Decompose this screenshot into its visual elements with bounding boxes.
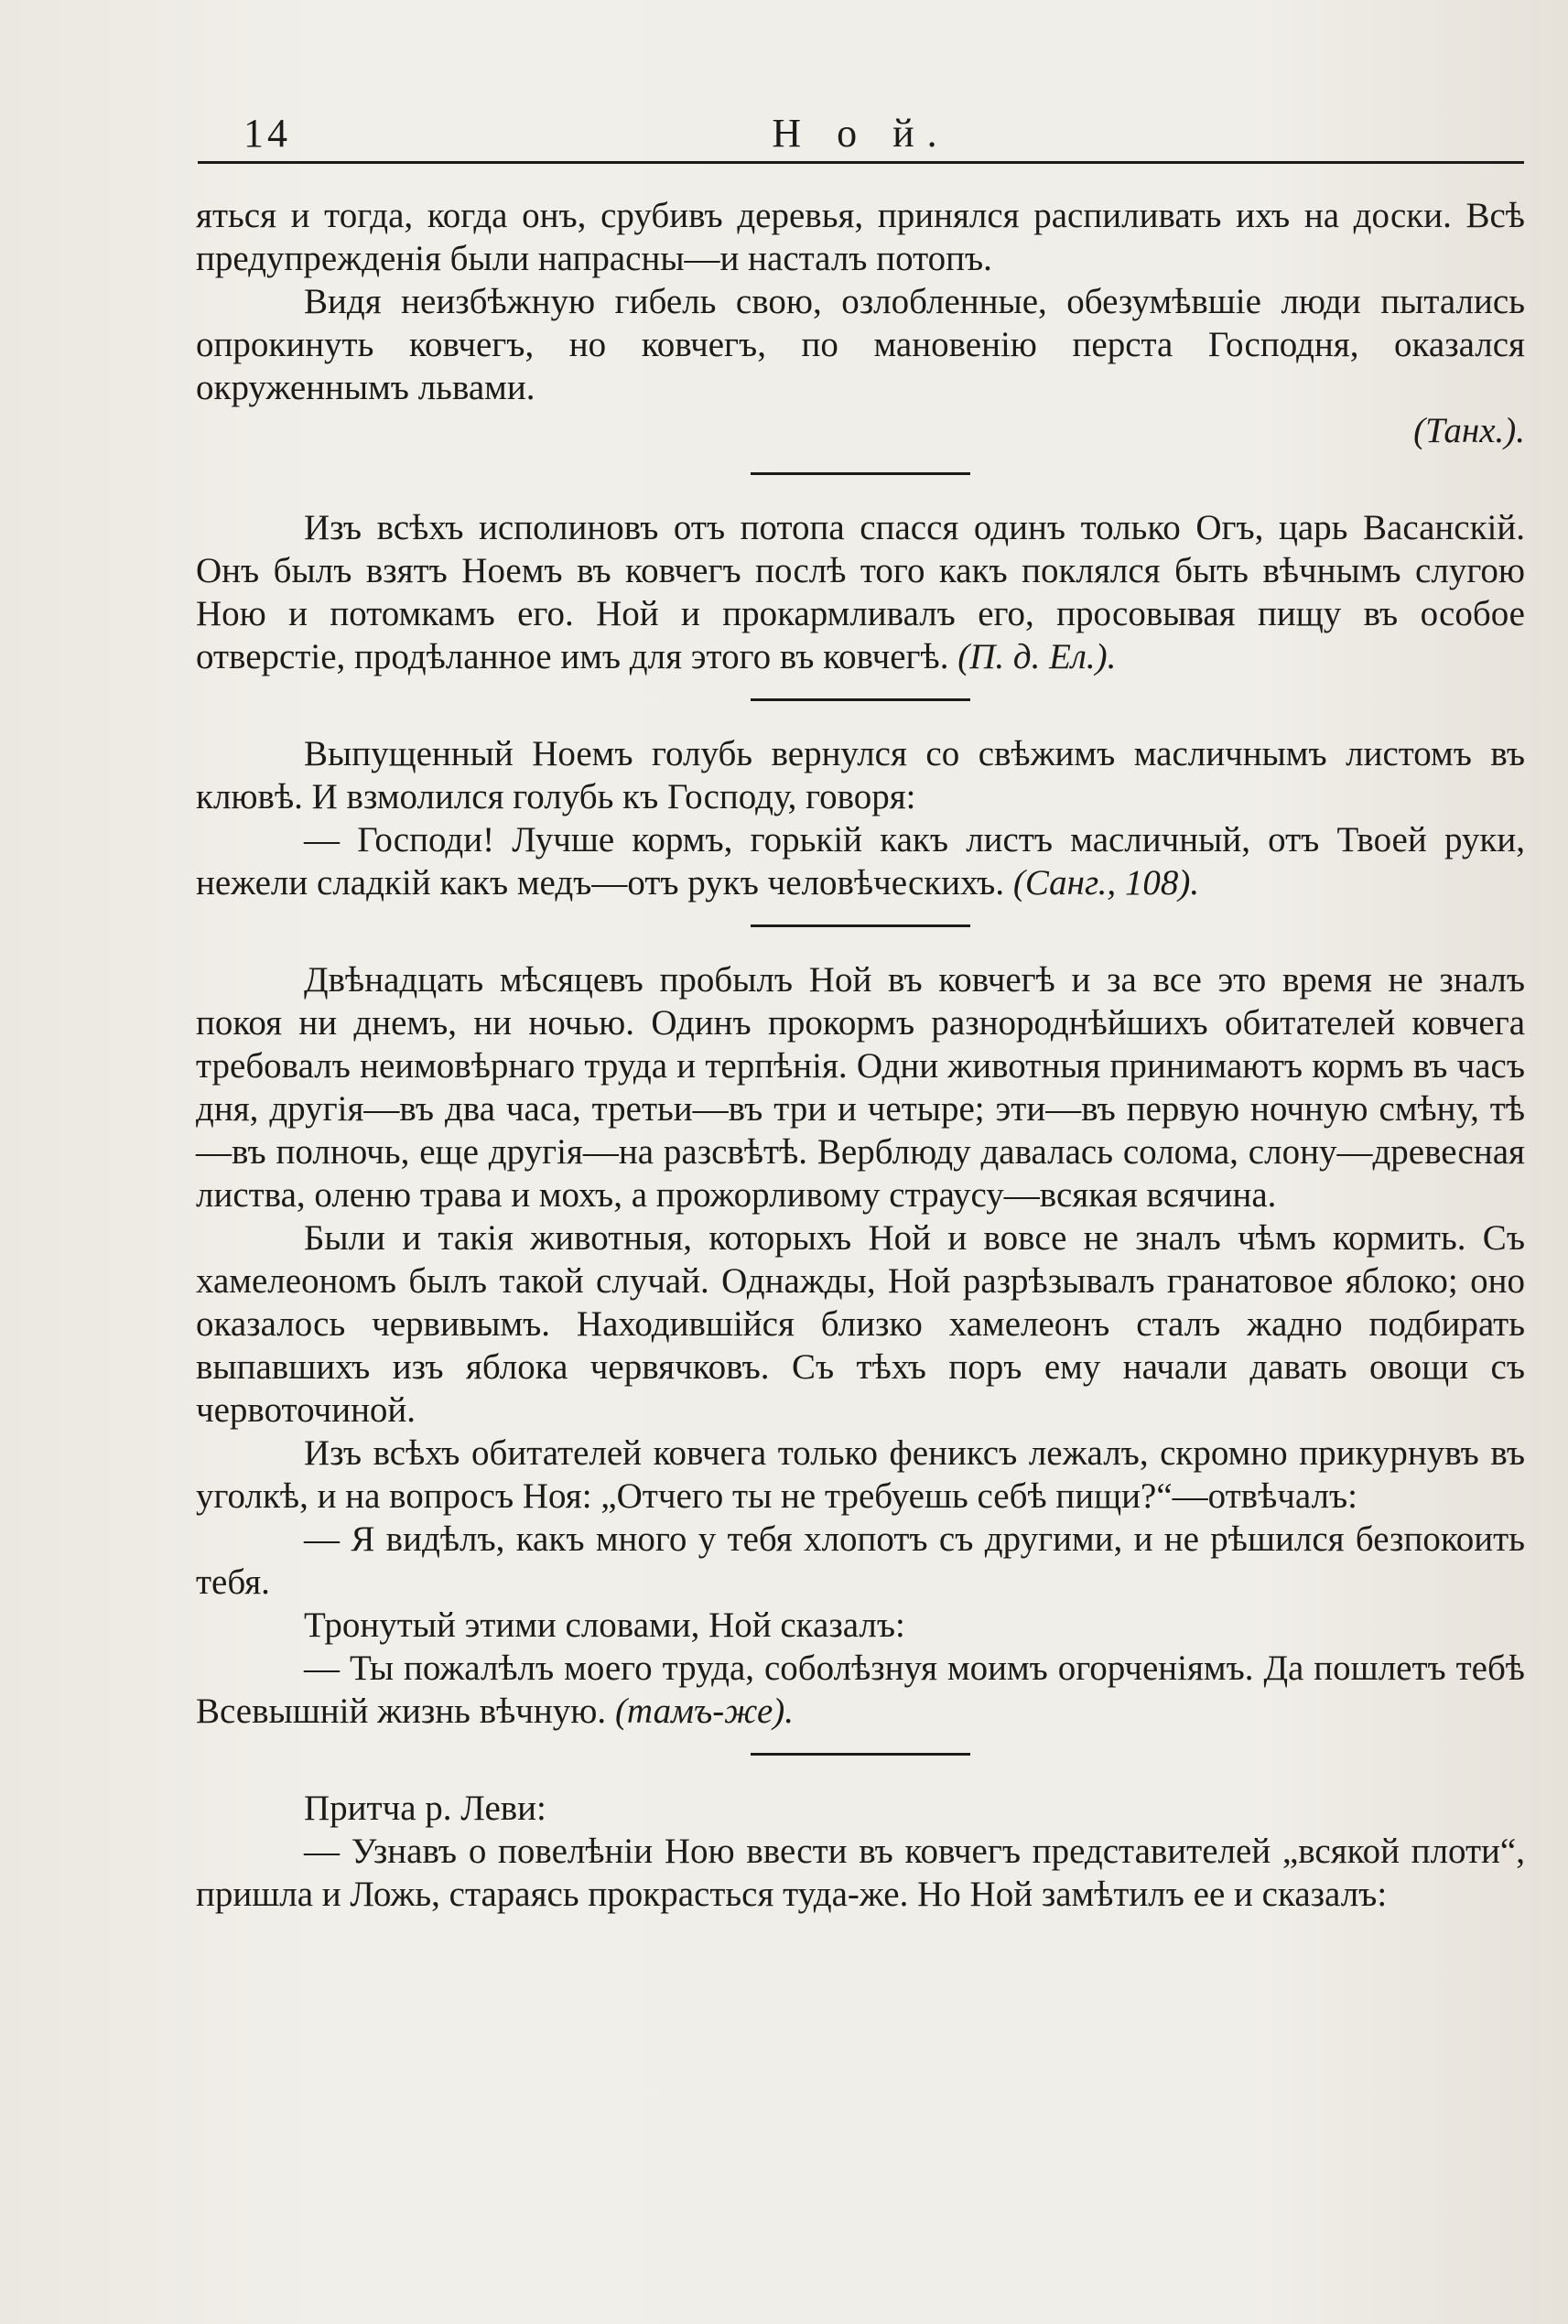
paragraph [196,1647,1525,1733]
paragraph [196,818,1525,904]
paragraph: Были и такія животныя, которыхъ Ной и вовсе не зналъ чѣмъ кормить. Съ хамелеономъ былъ такой случай. Однажды, Ной разрѣзывалъ гранатовое яблоко; оно оказалось червивымъ. Находившійся близко хамелеонъ сталъ жадно подбирать выпавшихъ изъ яблока червячковъ. Съ тѣхъ поръ ему начали давать овощи съ червоточиной. [196,1218,1525,1430]
page-body [196,194,1525,1916]
paragraph: Видя неизбѣжную гибель свою, озлобленные, обезумѣвшіе люди пытались опрокинуть ковчегъ, но ковчегъ, по мановенію перста Господня, оказался окруженнымъ львами. [196,282,1525,407]
section-divider [751,924,970,927]
paragraph: Тронутый этими словами, Ной сказалъ: [304,1605,905,1645]
paragraph-text: Изъ всѣхъ исполиновъ отъ потопа спасся одинъ только Огъ, царь Васанскій. Онъ былъ взятъ Ноемъ въ ковчегъ послѣ того какъ поклялся быть вѣчнымъ слугою Ною и потомкамъ его. Ной и прокармливалъ его, просовывая пищу въ особое отверстіе, продѣланное имъ для этого въ ковчегѣ. [196,508,1525,676]
paragraph: Притча р. Леви: [304,1789,546,1828]
paragraph-text: — Господи! Лучше кормъ, горькій какъ листъ масличный, отъ Твоей руки, нежели сладкій какъ медъ—отъ рукъ человѣческихъ. [196,820,1525,903]
paragraph: Изъ всѣхъ обитателей ковчега только фениксъ лежалъ, скромно прикурнувъ въ уголкѣ, и на вопросъ Ноя: „Отчего ты не требуешь себѣ пищи?“—отвѣчалъ: [196,1433,1525,1516]
paragraph: Двѣнадцать мѣсяцевъ пробылъ Ной въ ковчегѣ и за все это время не зналъ покоя ни днемъ, ни ночью. Одинъ прокормъ разнороднѣйшихъ обитателей ковчега требовалъ неимовѣрнаго труда и терпѣнія. Одни животныя принимаютъ кормъ въ часъ дня, другія—въ два часа, третьи—въ три и четыре; эти—въ первую ночную смѣну, тѣ—въ полночь, еще другія—на разсвѣтѣ. Верблюду давалась солома, слону—древесная листва, оленю трава и мохъ, а прожорливому страусу—всякая всячина. [196,960,1525,1215]
paragraph: — Узнавъ о повелѣніи Ною ввести въ ковчегъ представителей „всякой плоти“, пришла и Ложь, стараясь прокрасться туда-же. Но Ной замѣтилъ ее и сказалъ: [196,1832,1525,1914]
paragraph [196,506,1525,678]
paragraph-text: — Ты пожалѣлъ моего труда, соболѣзнуя моимъ огорченіямъ. Да пошлетъ тебѣ Всевышній жизнь вѣчную. [196,1648,1525,1731]
paragraph: — Я видѣлъ, какъ много у тебя хлопотъ съ другими, и не рѣшился безпокоить тебя. [196,1519,1525,1602]
running-title: Н о й. [772,111,950,156]
page-header [198,110,1524,164]
source-citation: (Санг., 108). [1012,863,1200,903]
section-divider [751,698,970,701]
paragraph: яться и тогда, когда онъ, срубивъ деревья, принялся распиливать ихъ на доски. Всѣ предупрежденія были напрасны—и насталъ потопъ. [196,196,1525,278]
section-divider [751,1753,970,1756]
page-number: 14 [243,111,291,156]
source-citation: (П. д. Ел.). [957,637,1117,676]
source-citation: (Танх.). [1413,411,1525,450]
paragraph: Выпущенный Ноемъ голубь вернулся со свѣжимъ масличнымъ листомъ въ клювѣ. И взмолился голубь къ Господу, говоря: [196,734,1525,816]
section-divider [751,472,970,475]
source-citation: (тамъ-же). [614,1692,794,1731]
